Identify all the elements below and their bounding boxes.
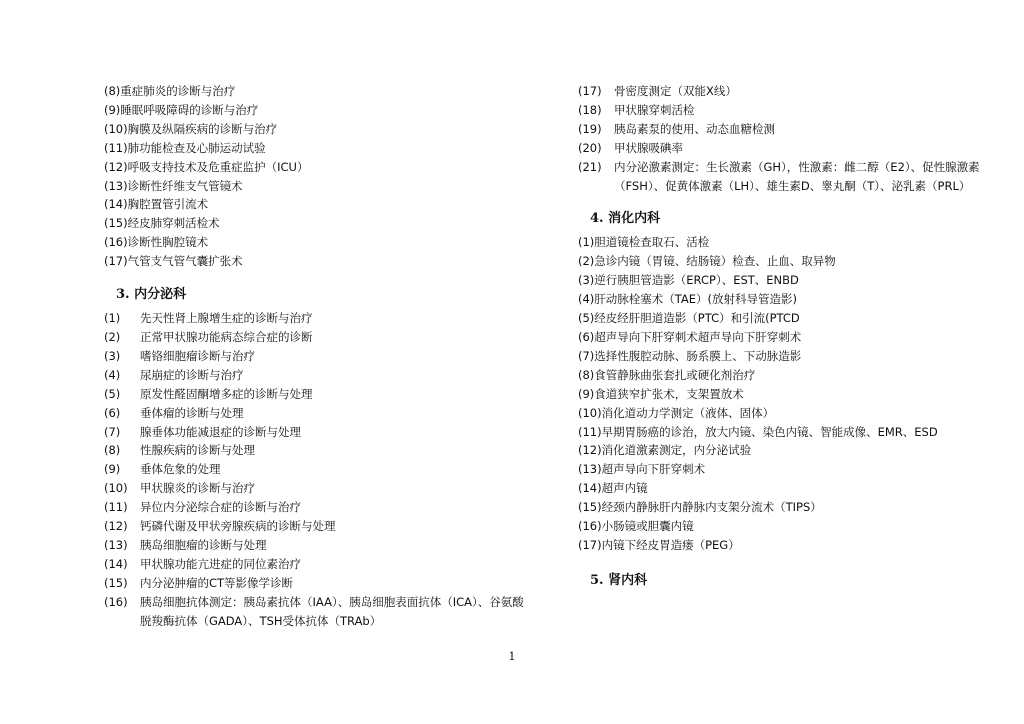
item-text: 重症肺炎的诊断与治疗 <box>120 84 236 98</box>
item-number: (15) <box>104 575 128 590</box>
list-item <box>578 404 988 423</box>
item-text: 肺功能检查及心肺运动试验 <box>127 140 266 155</box>
page-number: 1 <box>508 650 516 663</box>
item-number: (14) <box>104 556 128 571</box>
item-number: (13) <box>104 537 128 552</box>
item-number: (12) <box>578 443 602 458</box>
item-text: 胰岛细胞瘤的诊断与处理 <box>140 537 267 552</box>
list-item <box>104 479 524 498</box>
list-item <box>104 252 524 271</box>
item-number: (11) <box>578 424 602 439</box>
item-text: 经皮肺穿刺活检术 <box>127 216 220 231</box>
item-number: (9) <box>578 386 595 401</box>
item-text: 胆道镜检查取石、活检 <box>594 235 710 250</box>
item-text: 先天性肾上腺增生症的诊断与治疗 <box>140 311 313 326</box>
item-text: 急诊内镜（胃镜、结肠镜）检查、止血、取异物 <box>594 254 836 269</box>
item-text: 诊断性纤维支气管镜术 <box>127 178 243 193</box>
item-number: (12) <box>104 519 128 534</box>
list-item <box>104 309 524 328</box>
list-item <box>578 441 988 460</box>
list-item <box>104 82 524 101</box>
item-number: (10) <box>104 121 128 136</box>
list-item <box>578 479 988 498</box>
item-number: (16) <box>104 594 128 609</box>
endocrine-continued-list <box>578 82 988 195</box>
item-text: 胸腔置管引流术 <box>127 197 209 212</box>
item-text: 超声内镜 <box>601 481 648 496</box>
item-text: 食道狭窄扩张术，支架置放术 <box>594 386 744 401</box>
item-text: 小肠镜或胆囊内镜 <box>601 519 694 534</box>
item-text: 内分泌肿瘤的CT等影像学诊断 <box>140 575 294 590</box>
list-item <box>104 441 524 460</box>
list-item <box>104 233 524 252</box>
item-number: (3) <box>104 348 121 363</box>
item-number: (15) <box>104 216 128 231</box>
item-number: (6) <box>104 405 121 420</box>
respiratory-list <box>104 82 524 271</box>
list-item <box>578 233 988 252</box>
item-text: 腺垂体功能减退症的诊断与处理 <box>140 424 301 439</box>
list-item <box>104 158 524 177</box>
left-column <box>104 82 524 630</box>
item-text: 消化道动力学测定（液体、固体） <box>601 405 775 420</box>
list-item <box>578 82 988 101</box>
list-item <box>104 139 524 158</box>
item-number: (5) <box>578 311 595 326</box>
item-number: (17) <box>104 254 128 269</box>
list-item <box>104 555 524 574</box>
item-number: (20) <box>578 140 602 155</box>
list-item <box>578 139 988 158</box>
item-text: 垂体瘤的诊断与处理 <box>140 405 244 420</box>
item-text: 胰岛素泵的使用、动态血糖检测 <box>614 121 775 136</box>
item-number: (3) <box>578 273 595 288</box>
item-text: 内镜下经皮胃造瘘（PEG） <box>601 537 740 552</box>
item-text: 钙磷代谢及甲状旁腺疾病的诊断与处理 <box>140 519 336 534</box>
item-text: 骨密度测定（双能X线） <box>614 84 737 98</box>
item-number: (16) <box>578 519 602 534</box>
item-text: 尿崩症的诊断与治疗 <box>140 367 244 382</box>
item-text: 超声导向下肝穿刺术超声导向下肝穿刺术 <box>594 329 802 344</box>
item-text: 早期胃肠癌的诊治，放大内镜、染色内镜、智能成像、EMR、ESD <box>601 424 938 439</box>
list-item <box>578 252 988 271</box>
item-number: (8) <box>104 84 121 98</box>
list-item <box>104 593 524 631</box>
item-number: (10) <box>104 481 128 496</box>
item-text: 甲状腺吸碘率 <box>614 140 683 155</box>
item-number: (10) <box>578 405 602 420</box>
list-item <box>104 366 524 385</box>
item-text: 经颈内静脉肝内静脉内支架分流术（TIPS） <box>601 500 822 515</box>
list-item <box>104 214 524 233</box>
item-number: (2) <box>104 329 121 344</box>
item-number: (4) <box>104 367 121 382</box>
list-item <box>578 536 988 555</box>
item-text: 嗜铬细胞瘤诊断与治疗 <box>140 348 255 363</box>
list-item <box>578 517 988 536</box>
item-number: (16) <box>104 235 128 250</box>
item-number: (8) <box>104 443 121 458</box>
item-text: 胸膜及纵隔疾病的诊断与治疗 <box>127 121 278 136</box>
item-number: (1) <box>104 311 121 326</box>
list-item <box>578 158 988 196</box>
list-item <box>104 195 524 214</box>
list-item <box>578 309 988 328</box>
item-number: (6) <box>578 329 595 344</box>
item-number: (7) <box>578 348 595 363</box>
item-number: (2) <box>578 254 595 269</box>
section-title-endocrine: 3. 内分泌科 <box>116 287 187 303</box>
item-number: (21) <box>578 159 602 174</box>
item-number: (11) <box>104 140 128 155</box>
item-number: (17) <box>578 84 602 98</box>
item-number: (14) <box>578 481 602 496</box>
item-text: 睡眠呼吸障碍的诊断与治疗 <box>120 102 259 117</box>
item-text: 气管支气管气囊扩张术 <box>127 254 243 269</box>
item-text: 异位内分泌综合症的诊断与治疗 <box>140 500 301 515</box>
item-number: (11) <box>104 500 128 515</box>
list-item <box>104 177 524 196</box>
item-text: 肝动脉栓塞术（TAE）(放射科导管造影) <box>594 292 798 307</box>
item-number: (9) <box>104 462 121 477</box>
item-text: 胰岛细胞抗体测定：胰岛素抗体（IAA）、胰岛细胞表面抗体（ICA）、谷氨酸脱羧酶抗体（GADA）、TSH受体抗体（TRAb） <box>140 594 524 628</box>
item-number: (17) <box>578 537 602 552</box>
list-item <box>578 290 988 309</box>
item-text: 甲状腺穿刺活检 <box>614 102 695 117</box>
item-text: 呼吸支持技术及危重症监护（ICU） <box>127 159 309 174</box>
item-text: 甲状腺炎的诊断与治疗 <box>140 481 255 496</box>
list-item <box>104 536 524 555</box>
item-number: (4) <box>578 292 595 307</box>
item-number: (5) <box>104 386 121 401</box>
list-item <box>578 101 988 120</box>
right-column <box>578 82 988 591</box>
item-text: 经皮经肝胆道造影（PTC）和引流(PTCD <box>594 311 800 326</box>
list-item <box>104 517 524 536</box>
item-text: 食管静脉曲张套扎或硬化剂治疗 <box>594 367 756 382</box>
endocrine-list <box>104 309 524 630</box>
list-item <box>104 574 524 593</box>
item-text: 逆行胰胆管造影（ERCP）、EST、ENBD <box>594 273 799 288</box>
list-item <box>104 498 524 517</box>
item-number: (18) <box>578 102 602 117</box>
section-title-nephrology: 5. 肾内科 <box>590 572 648 588</box>
item-number: (1) <box>578 235 595 250</box>
section-title-gastroenterology: 4. 消化内科 <box>590 211 661 227</box>
item-text: 正常甲状腺功能病态综合症的诊断 <box>140 329 313 344</box>
gastroenterology-list <box>578 233 988 554</box>
item-number: (7) <box>104 424 121 439</box>
list-item <box>578 366 988 385</box>
list-item <box>104 328 524 347</box>
list-item <box>578 328 988 347</box>
item-text: 性腺疾病的诊断与处理 <box>140 443 255 458</box>
list-item <box>578 120 988 139</box>
list-item <box>104 347 524 366</box>
item-text: 超声导向下肝穿刺术 <box>601 462 706 477</box>
list-item <box>578 271 988 290</box>
item-number: (13) <box>578 462 602 477</box>
list-item <box>104 460 524 479</box>
list-item <box>104 404 524 423</box>
list-item <box>104 423 524 442</box>
item-number: (13) <box>104 178 128 193</box>
item-text: 消化道激素测定，内分泌试验 <box>601 443 752 458</box>
item-text: 诊断性胸腔镜术 <box>127 235 209 250</box>
item-text: 选择性腹腔动脉、肠系膜上、下动脉造影 <box>594 348 802 363</box>
list-item <box>578 460 988 479</box>
item-text: 原发性醛固酮增多症的诊断与处理 <box>140 386 313 401</box>
list-item <box>104 101 524 120</box>
item-number: (12) <box>104 159 128 174</box>
item-text: 甲状腺功能亢进症的同位素治疗 <box>140 556 301 571</box>
item-number: (9) <box>104 102 121 117</box>
list-item <box>578 498 988 517</box>
list-item <box>104 385 524 404</box>
list-item <box>578 347 988 366</box>
list-item <box>578 423 988 442</box>
item-text: 内分泌激素测定：生长激素（GH），性激素：雌二醇（E2）、促性腺激素（FSH）、促黄体激素（LH）、雄生素D、睾丸酮（T）、泌乳素（PRL） <box>614 159 980 193</box>
item-number: (8) <box>578 367 595 382</box>
list-item <box>578 385 988 404</box>
list-item <box>104 120 524 139</box>
item-number: (15) <box>578 500 602 515</box>
item-text: 垂体危象的处理 <box>140 462 221 477</box>
item-number: (19) <box>578 121 602 136</box>
item-number: (14) <box>104 197 128 212</box>
